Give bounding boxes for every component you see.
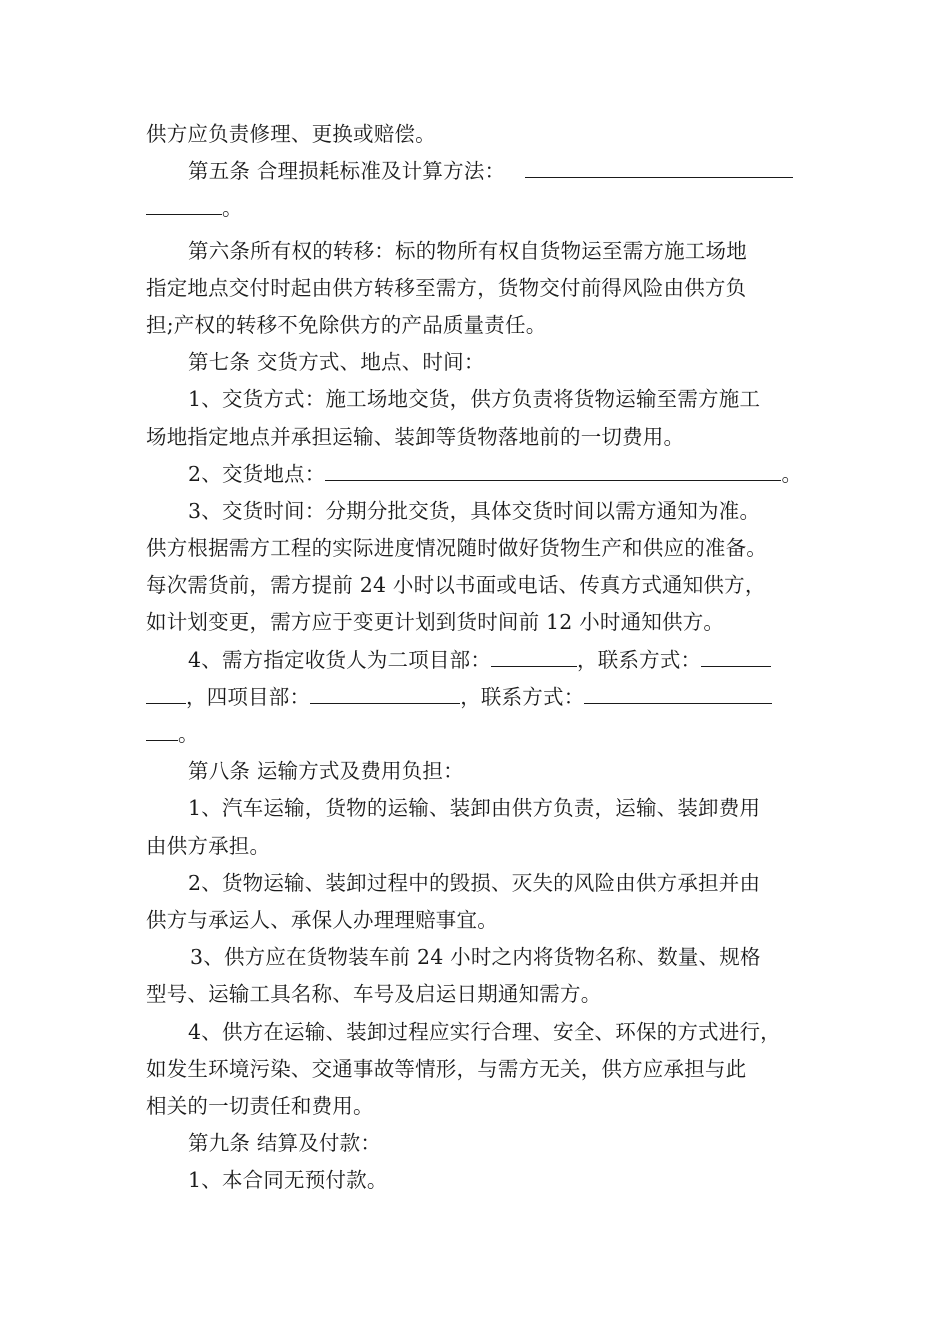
clause-6-line: 第六条所有权的转移：标的物所有权自货物运至需方施工场地 <box>188 238 747 263</box>
clause-8-item: 1、汽车运输，货物的运输、装卸由供方负责，运输、装卸费用 <box>188 796 761 821</box>
clause-7-item: 3、交货时间：分期分批交货，具体交货时间以需方通知为准。 <box>188 498 761 523</box>
clause-7-item: 如计划变更，需方应于变更计划到货时间前 12 小时通知供方。 <box>146 610 725 635</box>
clause-6-line: 担;产权的转移不免除供方的产品质量责任。 <box>146 312 547 337</box>
blank-field <box>701 642 771 667</box>
clause-5-heading: 第五条 合理损耗标准及计算方法： <box>146 153 808 190</box>
clause-8-item: 型号、运输工具名称、车号及启运日期通知需方。 <box>146 982 602 1007</box>
blank-field <box>584 679 772 704</box>
clause-7-item: 1、交货方式：施工场地交货，供方负责将货物运输至需方施工 <box>188 387 761 412</box>
clause-9-heading: 第九条 结算及付款： <box>188 1131 382 1156</box>
receiver-line-end: 。 <box>146 716 808 753</box>
clause-7-heading: 第七条 交货方式、地点、时间： <box>188 350 485 375</box>
clause-8-item: 4、供方在运输、装卸过程应实行合理、安全、环保的方式进行， <box>188 1019 781 1044</box>
receiver-line-continued: ，四项目部： ，联系方式： <box>146 679 808 716</box>
blank-field <box>146 190 222 215</box>
clause-5-continuation: 。 <box>146 190 808 227</box>
clause-8-heading: 第八条 运输方式及费用负担： <box>188 759 464 784</box>
clause-7-item: 场地指定地点并承担运输、装卸等货物落地前的一切费用。 <box>146 424 685 449</box>
paragraph-line: 供方应负责修理、更换或赔偿。 <box>146 122 436 146</box>
contract-text <box>146 116 808 1199</box>
blank-field <box>146 716 178 741</box>
clause-7-item: 供方根据需方工程的实际进度情况随时做好货物生产和供应的准备。 <box>146 536 767 561</box>
blank-field <box>525 153 793 178</box>
clause-8-item: 相关的一切责任和费用。 <box>146 1093 374 1118</box>
delivery-location-line: 2、交货地点： 。 <box>146 456 808 493</box>
blank-field <box>325 456 781 481</box>
blank-field <box>491 642 577 667</box>
clause-8-item: 由供方承担。 <box>146 833 271 858</box>
blank-field <box>310 679 460 704</box>
blank-field <box>146 679 186 704</box>
clause-6-line: 指定地点交付时起由供方转移至需方，货物交付前得风险由供方负 <box>146 275 747 300</box>
clause-8-item: 如发生环境污染、交通事故等情形，与需方无关，供方应承担与此 <box>146 1056 747 1081</box>
clause-8-item: 2、货物运输、装卸过程中的毁损、灭失的风险由供方承担并由 <box>188 870 761 895</box>
clause-8-item: 3、供方应在货物装车前 24 小时之内将货物名称、数量、规格 <box>190 945 761 970</box>
clause-8-item: 供方与承运人、承保人办理理赔事宜。 <box>146 907 498 932</box>
clause-9-item: 1、本合同无预付款。 <box>188 1168 388 1193</box>
receiver-line: 4、需方指定收货人为二项目部： ，联系方式： <box>146 642 808 679</box>
clause-7-item: 每次需货前，需方提前 24 小时以书面或电话、传真方式通知供方， <box>146 573 766 598</box>
